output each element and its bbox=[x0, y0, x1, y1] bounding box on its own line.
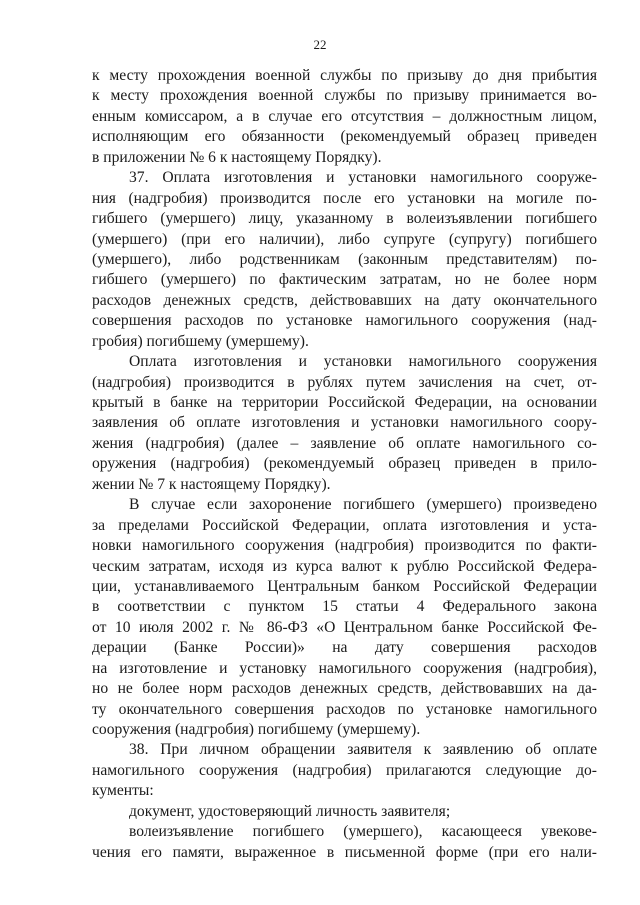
text-line: (надгробия) производится в рублях путем зачисления на счет, от- bbox=[92, 373, 597, 391]
text-line: 38. При личном обращении заявителя к заявлению об оплате bbox=[129, 741, 597, 759]
text-line: к месту прохождения военной службы по призыву до дня прибытия bbox=[92, 67, 597, 84]
text-line: за пределами Российской Федерации, оплата изготовления и уста- bbox=[92, 516, 597, 534]
text-line: в приложении № 6 к настоящему Порядку). bbox=[92, 148, 382, 166]
text-line: в соответствии с пунктом 15 статьи 4 Федерального закона bbox=[92, 598, 597, 616]
text-line: к месту прохождения военной службы по призыву принимается во- bbox=[92, 87, 597, 105]
text-line: документ, удостоверяющий личность заявителя; bbox=[129, 802, 451, 820]
text-line: гробия) погибшему (умершему). bbox=[92, 332, 309, 350]
text-line: гибшего (умершего) по фактическим затратам, но не более норм bbox=[92, 271, 597, 289]
text-line: жении № 7 к настоящему Порядку). bbox=[92, 475, 331, 493]
text-line: расходов денежных средств, действовавших на дату окончательного bbox=[92, 291, 597, 309]
text-line: исполняющим его обязанности (рекомендуемый образец приведен bbox=[92, 128, 597, 146]
text-line: оружения (надгробия) (рекомендуемый образец приведен в прило- bbox=[92, 455, 597, 473]
text-line: ния (надгробия) производится после его установки на могиле по- bbox=[92, 189, 597, 207]
text-line: В случае если захоронение погибшего (умершего) произведено bbox=[129, 496, 597, 514]
text-line: кументы: bbox=[92, 782, 154, 800]
text-line: ческим затратам, исходя из курса валют к рублю Российской Федера- bbox=[92, 557, 597, 575]
text-line: ции, устанавливаемого Центральным банком Российской Федерации bbox=[92, 577, 597, 595]
text-line: намогильного сооружения (надгробия) прилагаются следующие до- bbox=[92, 761, 597, 779]
text-line: на изготовление и установку намогильного сооружения (надгробия), bbox=[92, 659, 597, 677]
text-line: но не более норм расходов денежных средств, действовавших на да- bbox=[92, 680, 597, 698]
text-line: крытый в банке на территории Российской Федерации, на основании bbox=[92, 394, 597, 411]
text-line: (умершего) (при его наличии), либо супруге (супругу) погибшего bbox=[92, 230, 597, 248]
text-line: 37. Оплата изготовления и установки намогильного сооруже- bbox=[129, 169, 597, 187]
page-number: 22 bbox=[313, 37, 327, 52]
text-line: дерации (Банке России)» на дату совершения расходов bbox=[92, 639, 597, 657]
text-line: Оплата изготовления и установки намогильного сооружения bbox=[129, 353, 597, 371]
text-line: заявления об оплате изготовления и установки намогильного соору- bbox=[92, 414, 597, 432]
text-line: гибшего (умершего) лицу, указанному в волеизъявлении погибшего bbox=[92, 210, 597, 228]
text-line: (умершего), либо родственникам (законным представителям) по- bbox=[92, 250, 597, 268]
text-line: жения (надгробия) (далее – заявление об оплате намогильного со- bbox=[92, 434, 597, 452]
text-line: сооружения (надгробия) погибшему (умершему). bbox=[92, 721, 421, 738]
text-line: от 10 июля 2002 г. № 86-ФЗ «О Центральном банке Российской Фе- bbox=[92, 618, 597, 636]
text-line: ту окончательного совершения расходов по установке намогильного bbox=[92, 700, 597, 718]
text-line: чения его памяти, выраженное в письменной форме (при его нали- bbox=[92, 843, 597, 861]
text-line: совершения расходов по установке намогильного сооружения (над- bbox=[92, 312, 597, 330]
document-body bbox=[92, 66, 597, 863]
text-line: волеизъявление погибшего (умершего), касающееся увекове- bbox=[129, 823, 597, 841]
text-line: енным комиссаром, а в случае его отсутствия – должностным лицом, bbox=[92, 107, 597, 125]
text-line: новки намогильного сооружения (надгробия) производится по факти- bbox=[92, 537, 597, 555]
